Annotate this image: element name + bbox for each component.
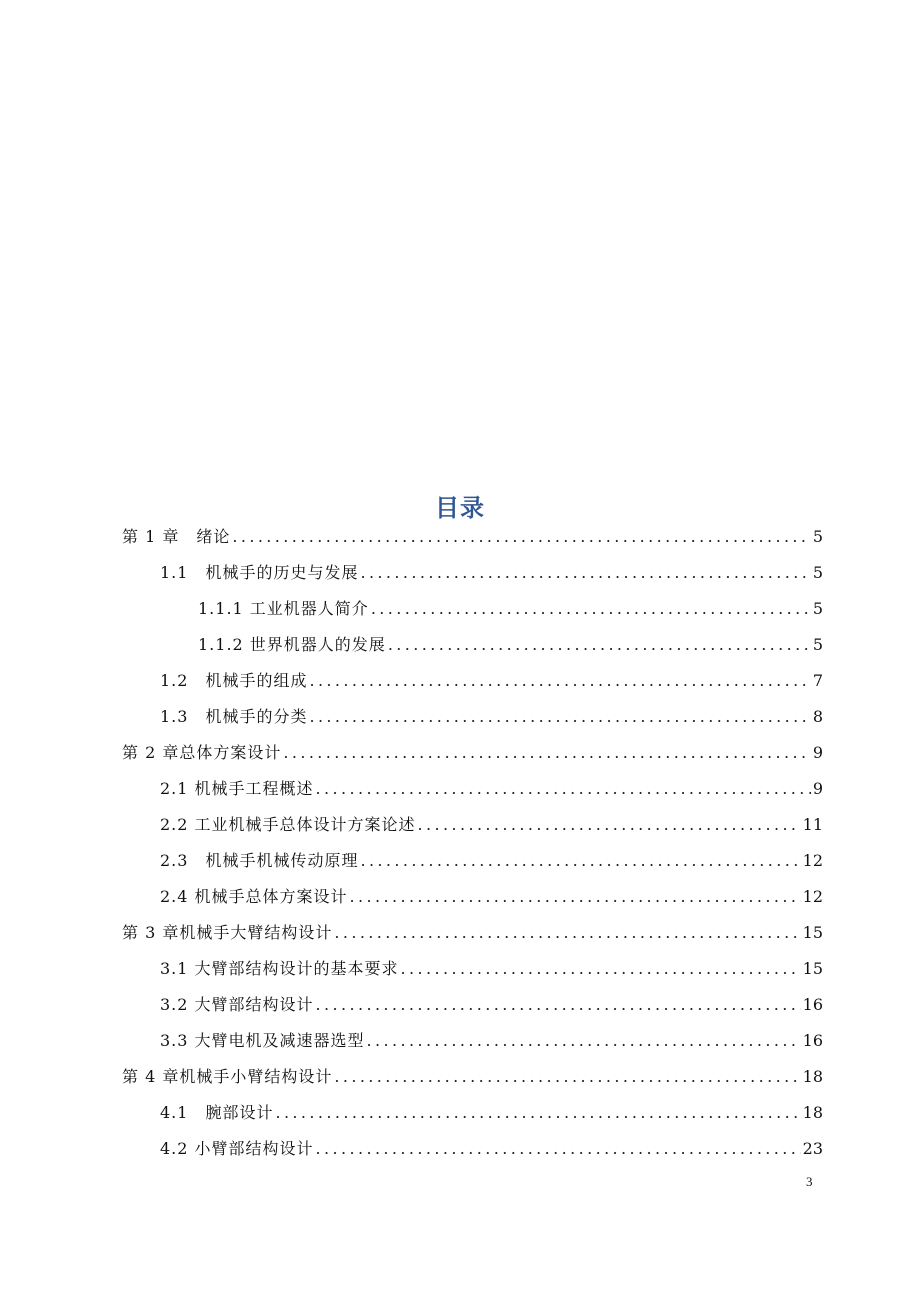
toc-entry-title: 第 2 章总体方案设计 (122, 743, 282, 762)
toc-entry-title: 1.3 机械手的分类 (160, 707, 308, 726)
toc-entry-title: 3.1 大臂部结构设计的基本要求 (160, 959, 399, 978)
toc-entry-page: 12 (802, 887, 823, 906)
toc-entry-title: 第 4 章机械手小臂结构设计 (122, 1067, 333, 1086)
toc-dot-leader (367, 1028, 801, 1054)
toc-entry[interactable] (160, 1028, 823, 1054)
toc-entry-page: 5 (812, 563, 823, 582)
toc-entry-page: 9 (812, 779, 823, 798)
toc-dot-leader (371, 596, 811, 622)
toc-entry-title: 4.2 小臂部结构设计 (160, 1139, 314, 1158)
toc-dot-leader (309, 704, 810, 730)
toc-entry[interactable] (160, 848, 823, 874)
toc-entry[interactable] (122, 920, 823, 946)
toc-dot-leader (360, 848, 800, 874)
toc-entry-page: 18 (802, 1103, 823, 1122)
toc-entry-page: 12 (802, 851, 823, 870)
toc-entry-page: 23 (802, 1139, 823, 1158)
toc-entry-title: 4.1 腕部设计 (160, 1103, 274, 1122)
toc-entry-title: 第 3 章机械手大臂结构设计 (122, 923, 333, 942)
toc-entry-page: 15 (802, 923, 823, 942)
toc-entry[interactable] (160, 956, 823, 982)
toc-dot-leader (334, 1064, 800, 1090)
toc-entry-page: 5 (812, 527, 823, 546)
toc-entry-page: 5 (812, 635, 823, 654)
toc-entry[interactable] (122, 524, 823, 550)
toc-dot-leader (309, 668, 810, 694)
toc-entry-page: 7 (812, 671, 823, 690)
toc-dot-leader (316, 1136, 801, 1162)
toc-entry-page: 5 (812, 599, 823, 618)
toc-entry[interactable] (198, 632, 823, 658)
toc-entry[interactable] (160, 812, 823, 838)
toc-dot-leader (388, 632, 811, 658)
toc-entry-title: 2.2 工业机械手总体设计方案论述 (160, 815, 416, 834)
toc-entry-page: 9 (812, 743, 823, 762)
toc-entry-title: 2.4 机械手总体方案设计 (160, 887, 348, 906)
toc-dot-leader (401, 956, 801, 982)
toc-entry[interactable] (122, 740, 823, 766)
toc-entry[interactable] (160, 776, 823, 802)
toc-entry[interactable] (160, 668, 823, 694)
toc-entry-page: 16 (802, 1031, 823, 1050)
toc-dot-leader (360, 560, 810, 586)
toc-entry-page: 11 (802, 815, 823, 834)
toc-entry-title: 1.2 机械手的组成 (160, 671, 308, 690)
toc-entry-page: 16 (802, 995, 823, 1014)
page-number: 3 (806, 1174, 813, 1189)
toc-entry[interactable] (160, 1136, 823, 1162)
toc-entry-title: 2.1 机械手工程概述 (160, 779, 314, 798)
toc-entry[interactable] (122, 1064, 823, 1090)
toc-entry-title: 3.3 大臂电机及减速器选型 (160, 1031, 365, 1050)
toc-entry[interactable] (160, 704, 823, 730)
toc-dot-leader (316, 992, 801, 1018)
toc-entry[interactable] (160, 1100, 823, 1126)
toc-entry-title: 1.1.2 世界机器人的发展 (198, 635, 386, 654)
toc-entry-page: 15 (802, 959, 823, 978)
toc-title: 目录 (435, 493, 485, 522)
toc-entry[interactable] (160, 560, 823, 586)
toc-entry-title: 1.1.1 工业机器人简介 (198, 599, 369, 618)
toc-entry-title: 3.2 大臂部结构设计 (160, 995, 314, 1014)
toc-dot-leader (418, 812, 801, 838)
toc-dot-leader (275, 1100, 800, 1126)
toc-dot-leader (232, 524, 810, 550)
toc-dot-leader (334, 920, 800, 946)
toc-entry-page: 18 (802, 1067, 823, 1086)
toc-entry[interactable] (160, 884, 823, 910)
toc-entry-title: 2.3 机械手机械传动原理 (160, 851, 359, 870)
toc-dot-leader (316, 776, 811, 802)
toc-dot-leader (283, 740, 810, 766)
toc-entry-page: 8 (812, 707, 823, 726)
toc-entry-title: 1.1 机械手的历史与发展 (160, 563, 359, 582)
toc-entry[interactable] (160, 992, 823, 1018)
toc-entry-title: 第 1 章 绪论 (122, 527, 231, 546)
toc-dot-leader (350, 884, 801, 910)
toc-entry[interactable] (198, 596, 823, 622)
